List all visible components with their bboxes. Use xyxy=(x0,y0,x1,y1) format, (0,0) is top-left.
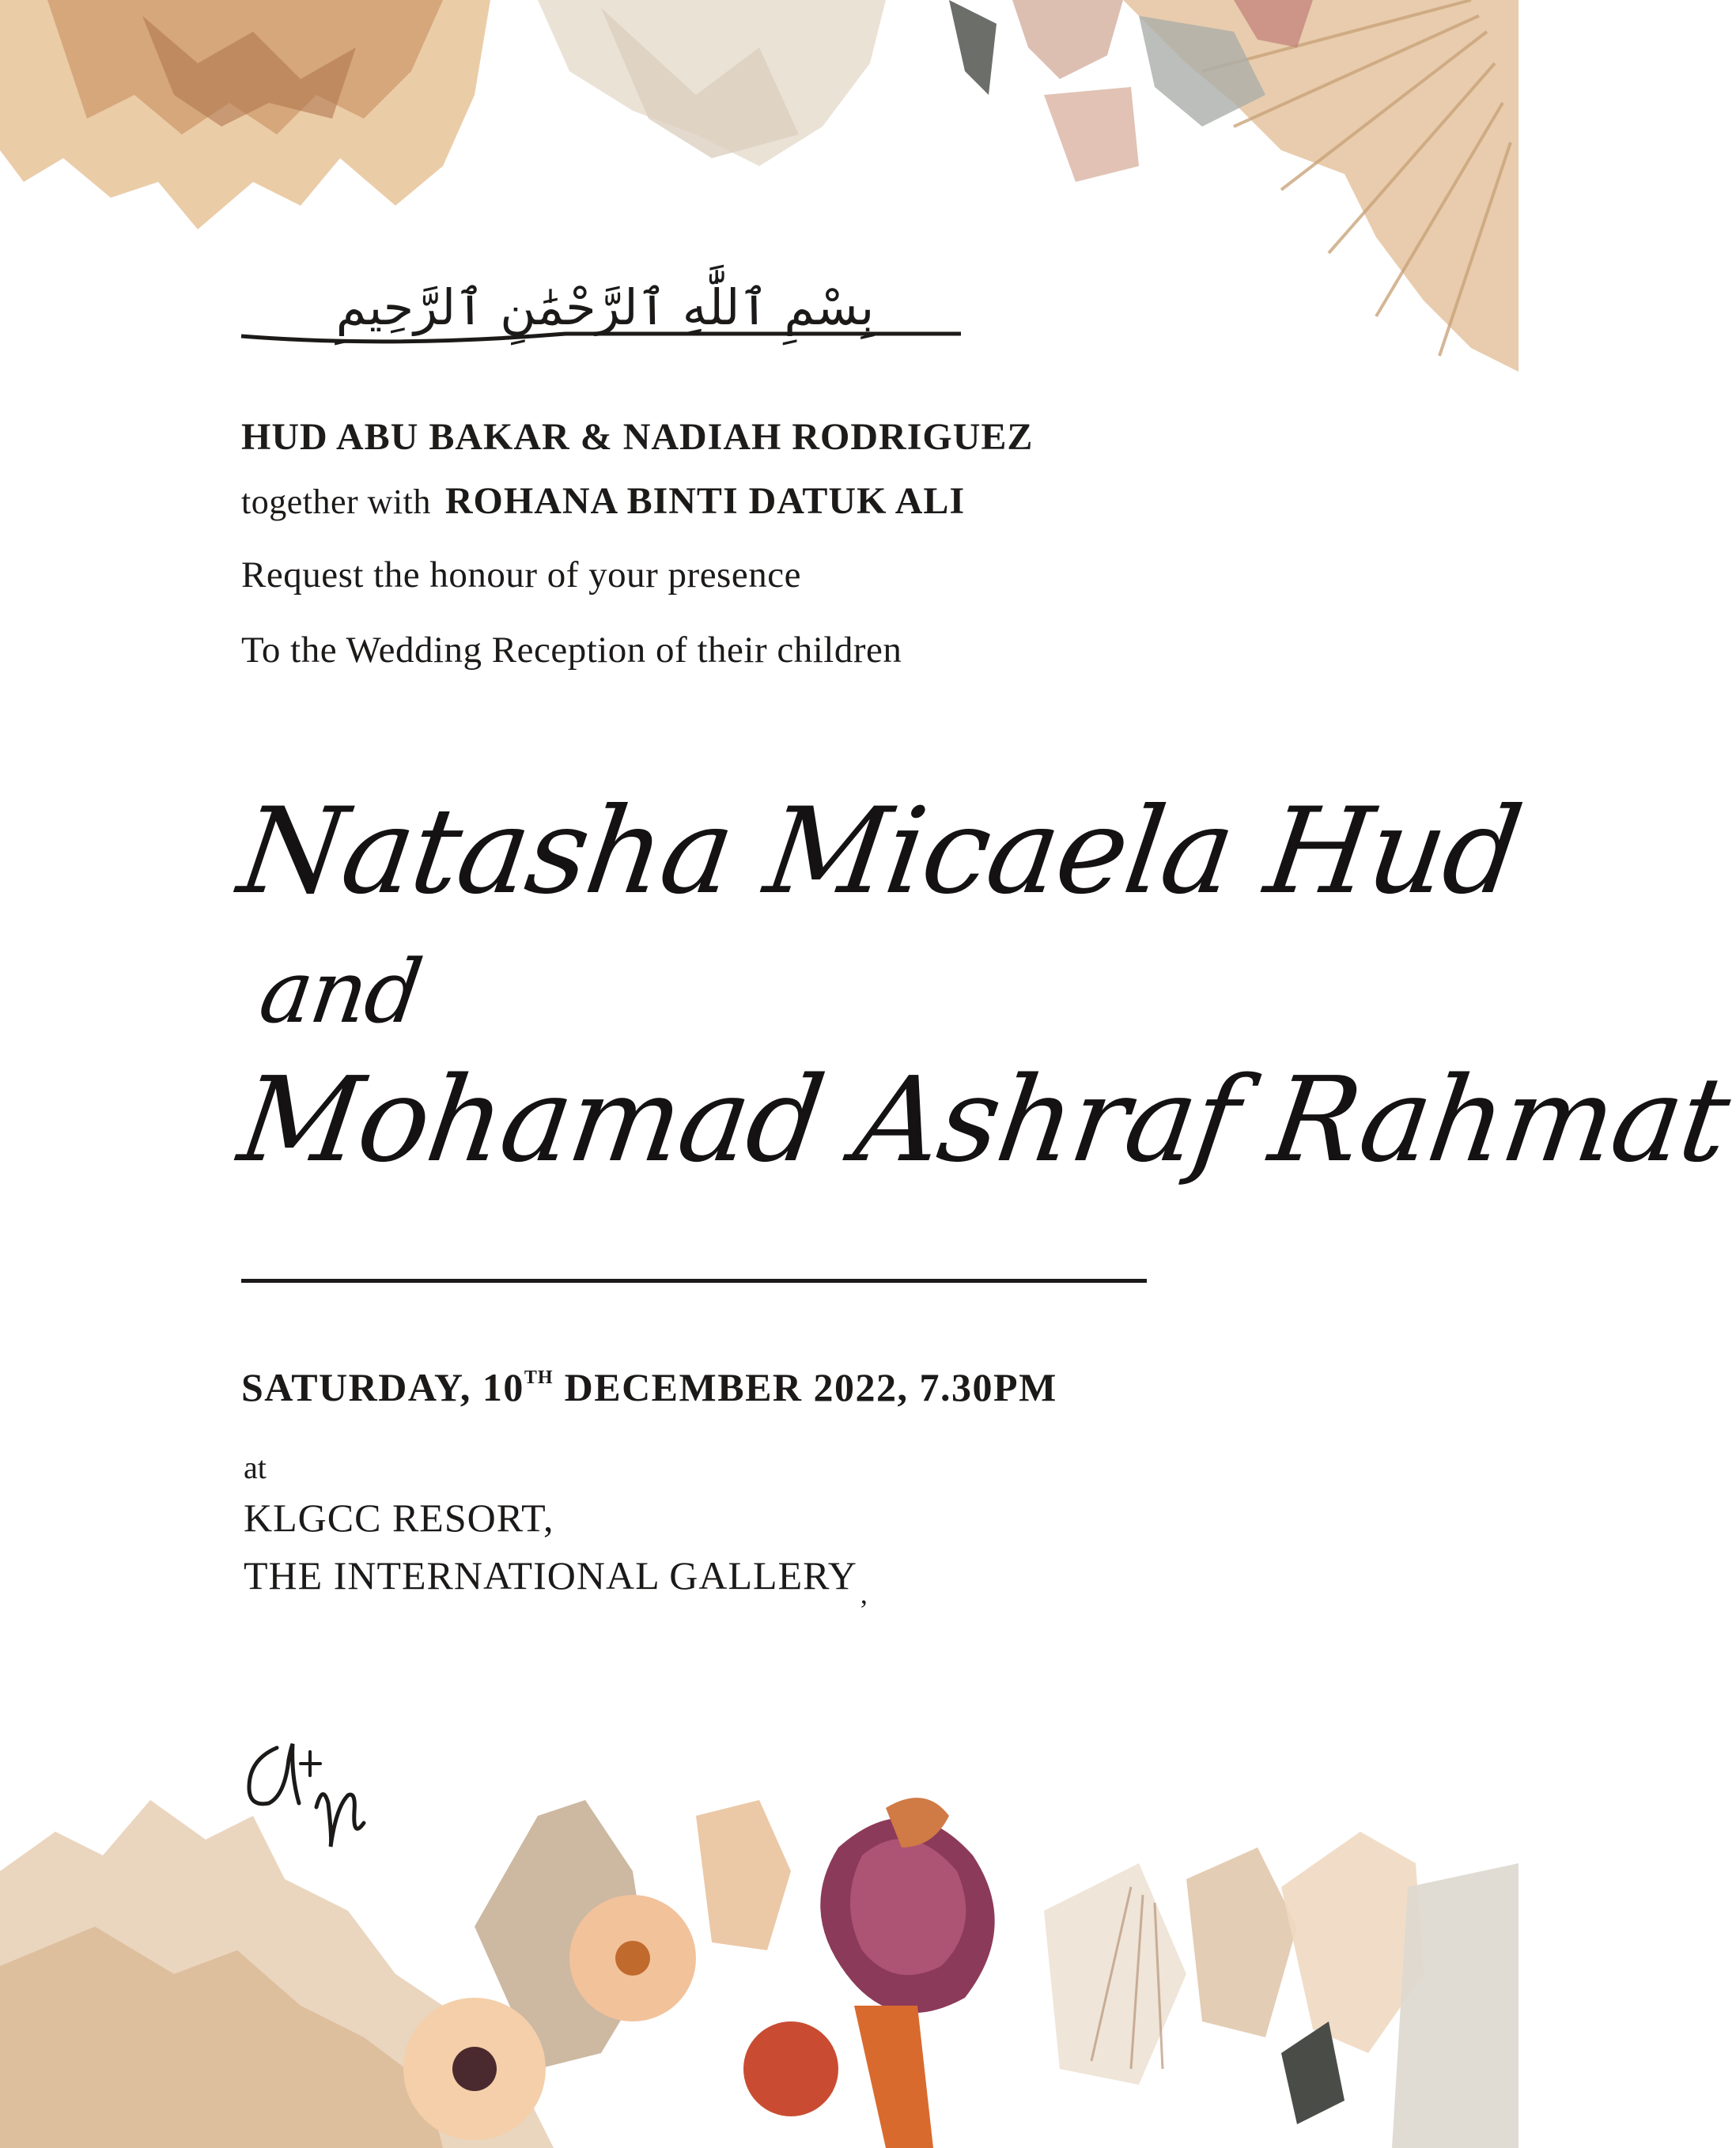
date-suffix: TH xyxy=(524,1367,554,1388)
date-day: SATURDAY, 10 xyxy=(241,1365,524,1409)
divider-line xyxy=(241,1279,1147,1283)
and-word: and xyxy=(254,941,427,1042)
groom-name: Mohamad Ashraf Rahmat xyxy=(231,1052,1736,1188)
together-line xyxy=(241,479,965,523)
venue-line-2 xyxy=(244,1552,868,1609)
reception-line: To the Wedding Reception of their children xyxy=(241,630,902,671)
basmala-calligraphy xyxy=(233,245,993,364)
request-line: Request the honour of your presence xyxy=(241,554,801,596)
at-label: at xyxy=(244,1450,267,1485)
event-date xyxy=(241,1364,1057,1410)
venue-line-2-text: THE INTERNATIONAL GALLERY xyxy=(244,1553,857,1598)
venue-line-1: KLGCC RESORT, xyxy=(244,1496,554,1540)
together-name: ROHANA BINTI DATUK ALI xyxy=(444,480,966,522)
bride-name: Natasha Micaela Hud xyxy=(231,783,1529,921)
basmala-text: بِسْمِ ٱللَّٰهِ ٱلرَّحْمَٰنِ ٱلرَّحِيمِ xyxy=(335,278,875,336)
date-rest: DECEMBER 2022, 7.30PM xyxy=(553,1365,1057,1409)
parents-names: HUD ABU BAKAR & NADIAH RODRIGUEZ xyxy=(241,416,1034,458)
venue-comma: , xyxy=(860,1578,868,1609)
together-prefix: together with xyxy=(241,482,431,521)
bottom-floral-decoration xyxy=(0,1768,1519,2148)
